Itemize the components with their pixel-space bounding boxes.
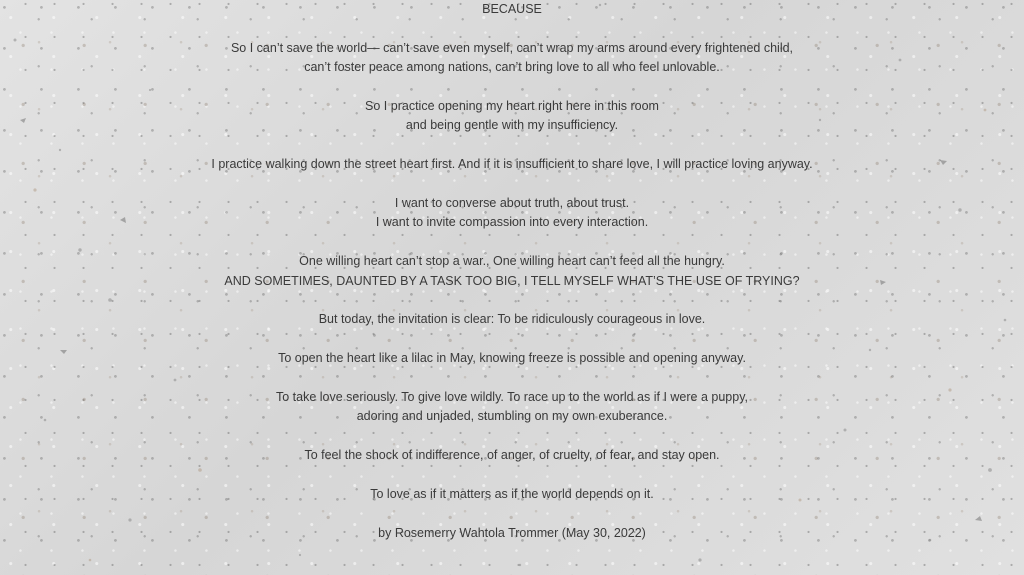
poem-line: can’t foster peace among nations, can’t bring love to all who feel unlovable. — [304, 60, 720, 75]
poem-line: So I can’t save the world— can’t save even myself, can’t wrap my arms around every frightened child, — [230, 40, 794, 55]
poem-line: To feel the shock of indifference, of anger, of cruelty, of fear, and stay open. — [304, 448, 720, 463]
poem-line: I practice walking down the street heart first. And if it is insufficient to share love, I will practice loving anyway. — [211, 157, 813, 172]
poem-line: To take love seriously. To give love wildly. To race up to the world as if I were a puppy, — [276, 390, 748, 404]
poem-line: To love as if it matters as if the world depends on it. — [370, 487, 654, 501]
poem-line: adoring and unjaded, stumbling on my own exuberance. — [356, 409, 668, 424]
poem-attribution: by Rosemerry Wahtola Trommer (May 30, 2022) — [378, 525, 646, 540]
poem-line: One willing heart can’t stop a war., One willing heart can’t feed all the hungry. — [299, 254, 725, 269]
poem-title: BECAUSE — [482, 2, 542, 16]
poem-line: AND SOMETIMES, DAUNTED BY A TASK TOO BIG, I TELL MYSELF WHAT’S THE USE OF TRYING? — [224, 273, 800, 288]
poem-line: So I practice opening my heart right here in this room — [365, 99, 659, 113]
poem-line: I want to converse about truth, about trust. — [394, 196, 630, 210]
poem-line: But today, the invitation is clear: To be ridiculously courageous in love. — [318, 312, 706, 327]
poem-line: To open the heart like a lilac in May, knowing freeze is possible and opening anyway. — [278, 351, 746, 366]
poem-line: I want to invite compassion into every interaction. — [375, 215, 649, 230]
poem-line: and being gentle with my insufficiency. — [405, 118, 619, 133]
